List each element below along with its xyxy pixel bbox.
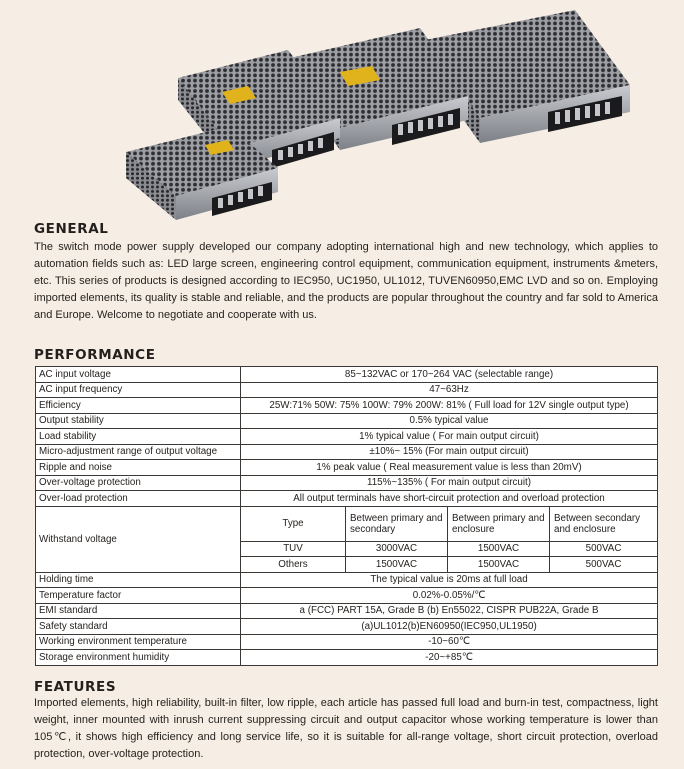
withstand-label: Withstand voltage: [36, 506, 241, 572]
spec-row: [36, 398, 658, 414]
withstand-cell: Others: [241, 557, 346, 573]
general-heading: GENERAL: [34, 221, 109, 237]
spec-row: [36, 588, 658, 604]
spec-row: [36, 367, 658, 383]
spec-value: 1% typical value ( For main output circuit): [241, 429, 658, 445]
withstand-cell: TUV: [241, 541, 346, 557]
spec-value: 115%~135% ( For main output circuit): [241, 475, 658, 491]
spec-value: ±10%~ 15% (For main output circuit): [241, 444, 658, 460]
spec-row: [36, 650, 658, 666]
spec-row: [36, 382, 658, 398]
spec-value: 85~132VAC or 170~264 VAC (selectable range): [241, 367, 658, 383]
performance-heading: PERFORMANCE: [34, 347, 156, 363]
spec-row: [36, 444, 658, 460]
spec-value: -20~+85℃: [241, 650, 658, 666]
spec-value: 0.5% typical value: [241, 413, 658, 429]
spec-row: [36, 413, 658, 429]
spec-label: Micro-adjustment range of output voltage: [36, 444, 241, 460]
withstand-header-type: Type: [241, 506, 346, 541]
spec-value: -10~60℃: [241, 634, 658, 650]
spec-label: Over-load protection: [36, 491, 241, 507]
withstand-cell: 500VAC: [550, 541, 658, 557]
spec-label: Efficiency: [36, 398, 241, 414]
spec-label: Safety standard: [36, 619, 241, 635]
spec-label: Ripple and noise: [36, 460, 241, 476]
spec-value: a (FCC) PART 15A, Grade B (b) En55022, CISPR PUB22A, Grade B: [241, 603, 658, 619]
features-description: Imported elements, high reliability, built-in filter, low ripple, each article has passed full load and burn-in test, compactness, light weight, inner mounted with inrush current suppressing circuit and output capacitor whose working temperature is lower than 105℃, it shows high efficiency and long service life, so it is suitable for all-range voltage, short circuit protection, overload protection, over-voltage protection.: [34, 697, 658, 760]
spec-row: [36, 619, 658, 635]
spec-row: [36, 429, 658, 445]
spec-value: 25W:71% 50W: 75% 100W: 79% 200W: 81% ( Full load for 12V single output type): [241, 398, 658, 414]
spec-label: Storage environment humidity: [36, 650, 241, 666]
spec-label: EMI standard: [36, 603, 241, 619]
spec-value: 1% peak value ( Real measurement value is less than 20mV): [241, 460, 658, 476]
withstand-header-pri-enc: Between primary and enclosure: [448, 506, 550, 541]
withstand-cell: 3000VAC: [346, 541, 448, 557]
spec-value: 0.02%-0.05%/℃: [241, 588, 658, 604]
withstand-header-sec-enc: Between secondary and enclosure: [550, 506, 658, 541]
spec-row: [36, 491, 658, 507]
withstand-header-pri-sec: Between primary and secondary: [346, 506, 448, 541]
withstand-header-row: [36, 506, 658, 541]
features-heading: FEATURES: [34, 679, 117, 695]
withstand-cell: 1500VAC: [346, 557, 448, 573]
product-photo: [0, 0, 684, 222]
withstand-cell: 1500VAC: [448, 541, 550, 557]
spec-label: Holding time: [36, 572, 241, 588]
spec-value: All output terminals have short-circuit protection and overload protection: [241, 491, 658, 507]
spec-label: Temperature factor: [36, 588, 241, 604]
spec-value: (a)UL1012(b)EN60950(IEC950,UL1950): [241, 619, 658, 635]
spec-value: The typical value is 20ms at full load: [241, 572, 658, 588]
spec-row: [36, 603, 658, 619]
spec-label: Working environment temperature: [36, 634, 241, 650]
performance-spec-table: [35, 366, 658, 666]
spec-label: AC input frequency: [36, 382, 241, 398]
withstand-cell: 500VAC: [550, 557, 658, 573]
general-description: The switch mode power supply developed our company adopting international high and new technology, which applies to automation fields such as: LED large screen, engineering control equipment, communication equipment, instruments &meters, etc. This series of products is designed according to IEC950, UC1950, UL1012, TUVEN60950,EMC LVD and so on. Employing imported elements, its quality is stable and reliable, and the products are popular throughout the country and far sold to America and Europe. Welcome to negotiate and cooperate with us.: [34, 241, 658, 321]
spec-label: Load stability: [36, 429, 241, 445]
spec-row: [36, 572, 658, 588]
spec-value: 47~63Hz: [241, 382, 658, 398]
spec-label: Output stability: [36, 413, 241, 429]
spec-row: [36, 460, 658, 476]
spec-row: [36, 475, 658, 491]
withstand-cell: 1500VAC: [448, 557, 550, 573]
spec-row: [36, 634, 658, 650]
spec-label: AC input voltage: [36, 367, 241, 383]
spec-label: Over-voltage protection: [36, 475, 241, 491]
